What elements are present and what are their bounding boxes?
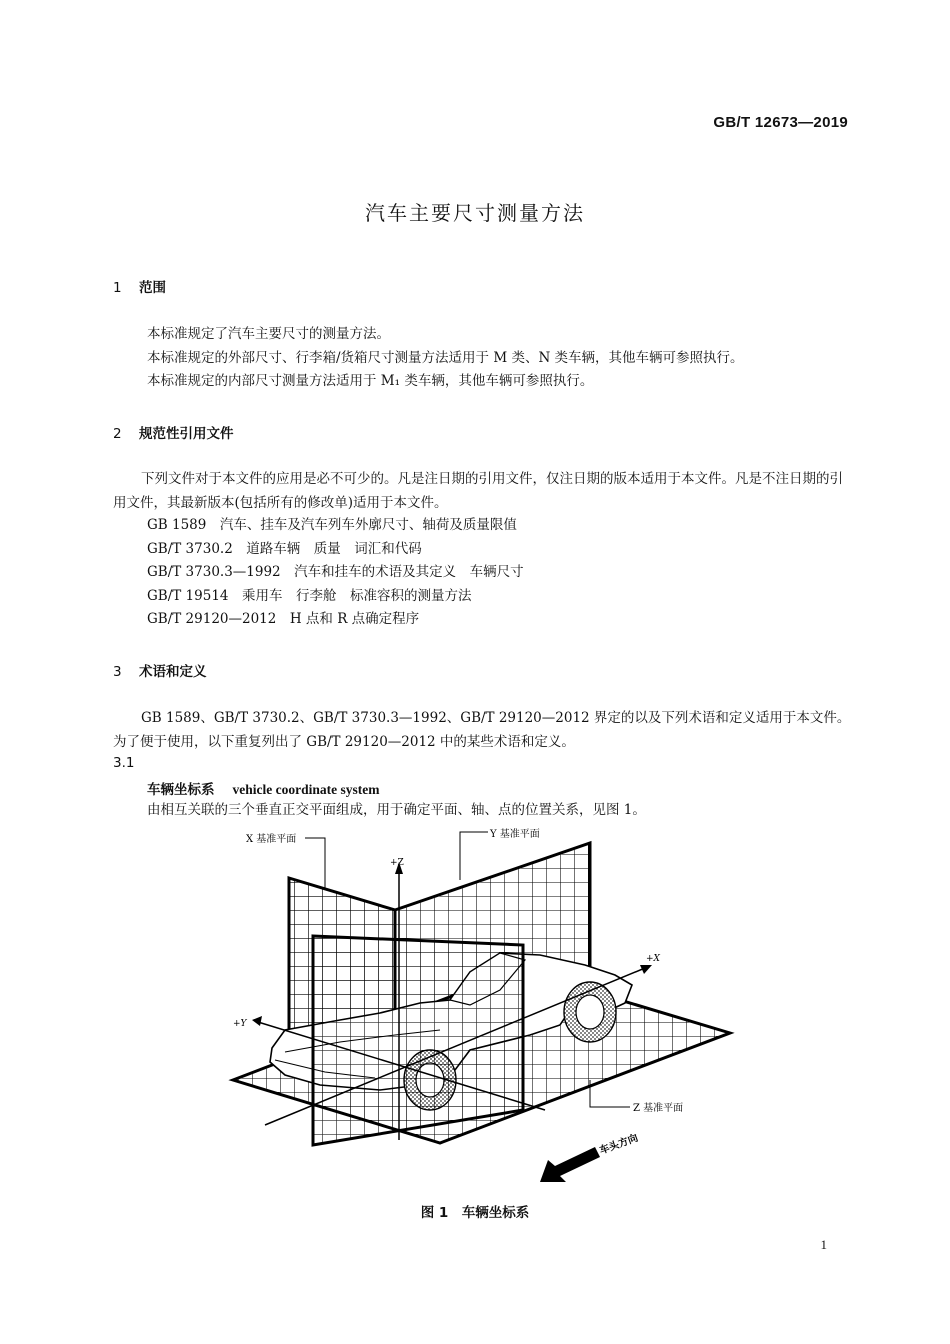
section-2-heading — [113, 422, 234, 442]
term-heading — [147, 778, 379, 798]
term-en: vehicle coordinate system — [232, 782, 380, 797]
page-number: 1 — [820, 1237, 827, 1252]
standard-number: GB/T 12673—2019 — [713, 114, 848, 131]
scope-line: 本标准规定的内部尺寸测量方法适用于 M₁ 类车辆，其他车辆可参照执行。 — [147, 373, 594, 389]
section-number: 2 — [113, 426, 122, 442]
section-title: 范围 — [139, 280, 166, 296]
plus-x-label: +X — [646, 954, 660, 964]
scope-line: 本标准规定的外部尺寸、行李箱/货箱尺寸测量方法适用于 M 类、N 类车辆，其他车辆可参照执行。 — [147, 349, 744, 366]
heading-label: 车头方向 — [598, 1132, 640, 1157]
section-number: 3 — [113, 664, 122, 680]
x-plane-label: X 基准平面 — [246, 834, 297, 845]
y-plane-label: Y 基准平面 — [490, 829, 540, 840]
scope-paragraphs — [147, 323, 867, 394]
section-title: 术语和定义 — [139, 664, 207, 680]
reference-item: GB/T 3730.2 道路车辆 质量 词汇和代码 — [147, 540, 422, 557]
scope-line: 本标准规定了汽车主要尺寸的测量方法。 — [147, 326, 390, 342]
reference-list — [147, 514, 524, 632]
reference-item: GB 1589 汽车、挂车及汽车列车外廓尺寸、轴荷及质量限值 — [147, 517, 517, 533]
document-title: 汽车主要尺寸测量方法 — [365, 201, 585, 225]
x-reference-plane-front — [313, 936, 523, 1145]
plus-y-label: +Y — [233, 1019, 247, 1029]
plus-z-label: +Z — [390, 858, 404, 868]
z-plane-label: Z 基准平面 — [633, 1103, 684, 1114]
section-number: 1 — [113, 280, 122, 296]
terms-intro: GB 1589、GB/T 3730.2、GB/T 3730.3—1992、GB/T 29120—2012 界定的以及下列术语和定义适用于本文件。为了便于使用，以下重复列出了 GB/T 29120—2012 中的某些术语和定义。 — [113, 710, 851, 750]
reference-item: GB/T 29120—2012 H 点和 R 点确定程序 — [147, 611, 420, 627]
reference-item: GB/T 3730.3—1992 汽车和挂车的术语及其定义 车辆尺寸 — [147, 564, 524, 580]
vehicle-coordinate-figure — [225, 822, 745, 1192]
term-definition: 由相互关联的三个垂直正交平面组成，用于确定平面、轴、点的位置关系，见图 1。 — [147, 802, 646, 818]
term-zh: 车辆坐标系 — [147, 782, 215, 798]
normative-intro: 下列文件对于本文件的应用是必不可少的。凡是注日期的引用文件，仅注日期的版本适用于本文件。凡是不注日期的引用文件，其最新版本(包括所有的修改单)适用于本文件。 — [113, 471, 843, 511]
term-number: 3.1 — [113, 755, 135, 771]
reference-item: GB/T 19514 乘用车 行李舱 标准容积的测量方法 — [147, 587, 472, 604]
figure-caption: 图 1 车辆坐标系 — [420, 1205, 530, 1221]
heading-arrow-icon — [540, 1147, 600, 1182]
section-1-heading — [113, 276, 166, 296]
section-title: 规范性引用文件 — [139, 426, 234, 442]
section-3-heading — [113, 660, 207, 680]
